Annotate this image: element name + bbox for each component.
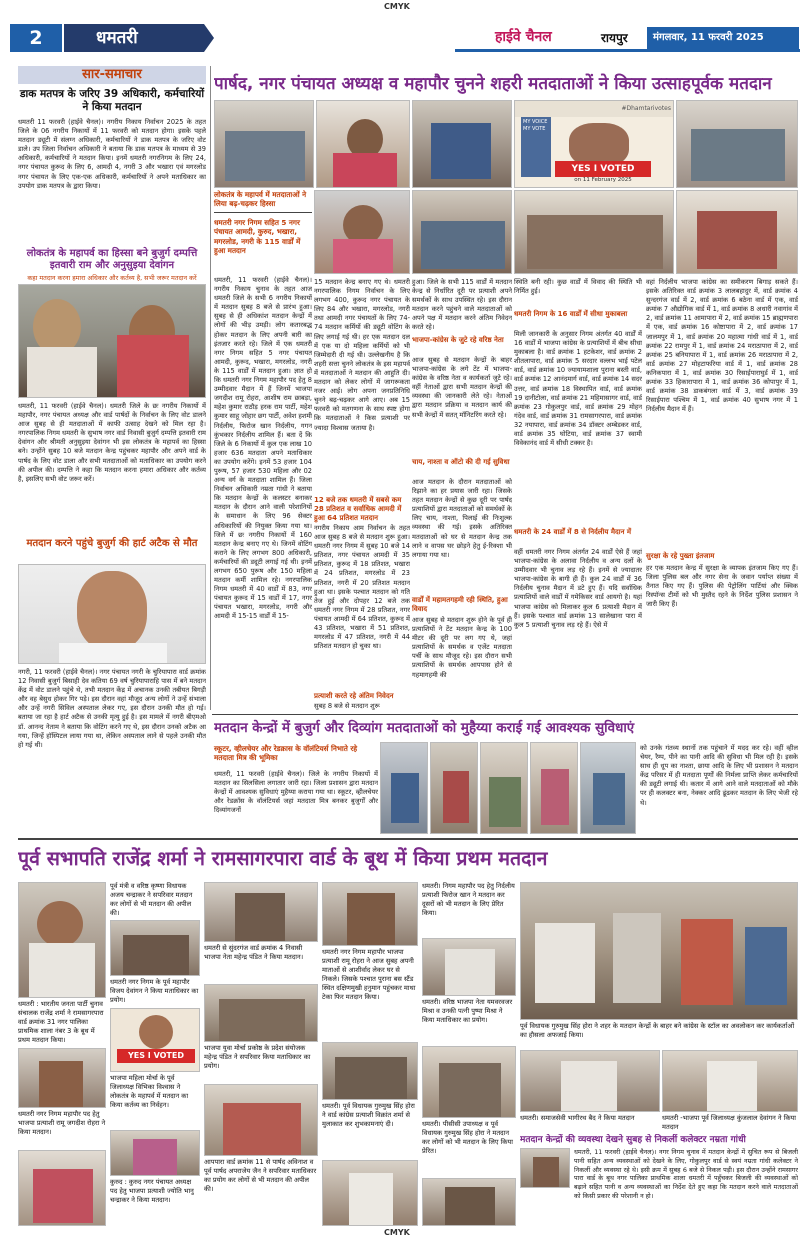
story-c-photo-4 [110, 920, 200, 976]
cmyk-mark-top: CMYK [384, 2, 410, 11]
story-c-caption-1: धमतरी : भारतीय जनता पार्टी चुनाव संचालक राजेंद्र शर्मा ने रामसागरपारा वार्ड क्रमांक 31 नगर पालिका प्राथमिक शाला नंबर 3 के बूथ में प्रथम मतदान किया। [18, 1000, 104, 1044]
story-c-photo-7 [204, 984, 318, 1042]
lead-col2-sub: 12 बजे तक धमतरी में सबसे कम 28 प्रतिशत व सर्वाधिक आमदी में हुआ 64 प्रतिशत मतदान [314, 496, 402, 522]
lead-col4-sub2: धमतरी के 24 वार्डों में 8 से निर्दलीय मैदान में [514, 528, 632, 536]
story-c-caption-9: आपपारा वार्ड क्रमांक 11 से पार्षद अविनाश व पूर्व पार्षद अपराजेय जैन ने सपरिवार मताधिकार का प्रयोग कर लोगों से भी मतदान की अपील की। [204, 1158, 317, 1193]
yes-voted-sign-2: YES I VOTED [117, 1049, 195, 1063]
date-line [647, 27, 799, 49]
story-b-photo-5 [580, 742, 636, 834]
story-c-caption-3: धमतरी नगर निगम के पूर्व महापौर विजय देवांगन ने किया मताधिकार का प्रयोग। [110, 978, 199, 1004]
story-b-photo-1 [380, 742, 428, 834]
story-c-caption-11: धमतरी। पूर्व विधायक गुरुमुख सिंह होरा ने वार्ड कांग्रेस प्रत्याशी विक्रांत शर्मा से मुलाकात कर शुभकामनाएं दी। [322, 1102, 415, 1128]
lead-col4-sub: धमतरी निगम के 16 वार्डों में सीधा मुकाबला [514, 310, 628, 318]
lead-photo-7 [412, 190, 512, 274]
story-c-caption-7: धमतरी से सुंदरगंज वार्ड क्रमांक 4 निवासी भाजपा नेता महेन्द्र पंडित ने किया मतदान। [204, 944, 304, 961]
lead-col3-sub: भाजपा-कांग्रेस के जुटे रहे वरिष्ठ नेता [412, 336, 504, 344]
elderly-man-photo [18, 564, 206, 664]
story-b-photo-4 [530, 742, 578, 834]
story-c-photo-13 [422, 1046, 516, 1118]
story-b-photo-3 [480, 742, 528, 834]
sidebar-story1-body: धमतरी 11 फरवरी (हाईवे चैनल)। नगरीय निकाय निर्वाचन 2025 के तहत जिले के 06 नगरीय निकायों में 11 फरवरी को मतदान होगा। इसके पहले मतदान ड्यूटी में संलग्न अधिकारी, कर्मचारियों ने डाक मतपत्र के जरिए वोट डाले। उप जिला निर्वाचन अधिकारी ने बताया कि डाक मतपत्र के माध्यम से 39 अधिकारी, कर्मचारियों ने मतदान किया। इनमें धमतरी नगरनिगम के लिए 24, नगर पंचायत कुरूद के लिए 6, आमदी 4, नगरी 3 और भखारा एवं मगरलोड नगर पंचायत के लिए एक-एक अधिकारी, कर्मचारियों ने अपने मताधिकार का उपयोग डाक मतपत्र के द्वारा किया। [18, 118, 206, 190]
page-number: 2 [29, 27, 43, 49]
story-c-photo-16 [662, 1050, 798, 1112]
lead-photo-9 [676, 190, 798, 274]
lead-col3c: आज मतदान के दौरान मतदाताओं को रिझाने का हर प्रयास जारी रहा। जिसके तहत मतदान केन्द्रों से कुछ दूरी पर पार्षद प्रत्याशियों द्वारा मतदाताओं को समर्थकों के लिए चाय, नाश्ता, पिलाई की निःशुल्क व्यवस्था की गई। इसके अतिरिक्त मतदाताओं को घर से मतदान केन्द्र तक लाने व वापस घर छोड़ने हेतु ई-रिक्शा भी लगाया गया था। [412, 478, 512, 559]
story-d-photo [520, 1148, 570, 1188]
story-c-caption-16: धमतरी। समाजसेवी भागीरथ बैद ने किया मतदान [520, 1114, 635, 1122]
lead-photo-6 [314, 190, 410, 274]
lead-col3-sub3: वार्डों में महामतगहमी रही स्थिति, हुआ विवाद [412, 596, 508, 613]
lead-col3: हुआ। जिले के सभी 115 वार्डों में मतदान केन्द्र से निर्धारित दूरी पर प्रत्याशी अपने समर्थकों के साथ उपस्थित रहे। इस दौरान मतदान करने पहुंचने वाले मतदाताओं को अपने पक्ष में मतदान करने अंतिम निवेदन करते रहे। [412, 278, 512, 332]
story-b-body1: धमतरी, 11 फरवरी (हाईवे चैनल)। जिले के नगरीय निकायों में मतदान का सिलसिला लगातार जारी रहा। जिला प्रशासन द्वारा मतदान केन्द्रों में आवश्यक सुविधाएं मुहैय्या कराया गया था। स्कूटर, व्हीलचेयर और रेडक्रॉस के वॉलंटियर्स जहां मतदाता मित्र बनकर बुजुर्गों और दिव्यांगजनों [214, 770, 378, 815]
story-c-photo-yes [110, 1008, 200, 1072]
story-c-photo-2 [18, 1048, 106, 1108]
section-tab [64, 24, 204, 52]
sidebar-divider [210, 66, 211, 710]
lead-col2b: नगरीय निकाय आम निर्वाचन के तहत आज सुबह 8 बजे से मतदान शुरू हुआ। धमतरी नगर निगम में सुबह 10 बजे 14 प्रतिशत, नगर पंचायत आमदी में 35 प्रतिशत, कुरूद में 18 प्रतिशत, भखारा में 24 प्रतिशत, मगरलोड में 23 प्रतिशत, नगरी में 20 प्रतिशत मतदान हुआ था। इसके पश्चात मतदान को गति तेज हुई और दोपहर 12 बजे तक धमतरी नगर निगम में 28 प्रतिशत, नगर पंचायत आमदी में 64 प्रतिशत, कुरूद में 43 प्रतिशत, भखारा में 51 प्रतिशत, मगरलोड में 47 प्रतिशत, नगरी में 44 प्रतिशत मतदान हो चुका था। [314, 524, 410, 651]
story-c-caption-8: भाजपा युवा मोर्चा प्रकोष्ठ के प्रदेश संयोजक महेन्द्र पंडित ने सपरिवार किया मताधिकार का प्रयोग। [204, 1044, 311, 1070]
lead-col4c: वहीं धमतरी नगर निगम अंतर्गत 24 वार्डों ऐसे हैं जहां भाजपा-कांग्रेस के अलावा निर्दलीय व अन्य दलों के उम्मीदवार भी चुनाव लड़ रहे हैं। इनमें से ज्यादातर भाजपा-कांग्रेस के बागी ही हैं। कुल 24 वार्डों में 36 निर्दलीय चुनाव मैदान में डटे हुए हैं। यदि सर्वाधिक प्रत्याशियों वाले वार्डों में गमेकिसर वार्ड आयगो है। यहां भाजपा कांग्रेस को मिलाकर कुल 6 प्रत्याशी मैदान में हैं। इसके पश्चात वार्ड क्रमांक 13 सालेखाना पारा में कुल 5 प्रत्याशी चुनाव लड़ रहे हैं। ऐसे में [514, 548, 642, 629]
lead-col2c: सुबह 8 बजे से मतदान शुरू [314, 702, 380, 710]
story-c-caption-6: कुरुद : कुरुद नगर पंचायत अध्यक्ष पद हेतु भाजपा प्रत्याशी ज्योति भानु चन्द्राकर ने किया मतदान। [110, 1178, 194, 1204]
story-c-caption-5: भाजपा महिला मोर्चा के पूर्व जिलाध्यक्ष विभिका विश्वास ने लोकतंत्र के महापर्व में मतदान का किया कर्तव्य का निर्वहन। [110, 1074, 189, 1109]
lead-col2-sub2: प्रत्याशी करते रहे अंतिम निवेदन [314, 692, 394, 700]
sidebar-header-text: सार-समाचार [82, 67, 142, 82]
story-c-caption-13: धमतरी। वरिष्ठ भाजपा नेता यमवरवजर मिश्रा व उनकी पत्नी पुष्पा मिश्रा ने किया मताधिकार का प्रयोग। [422, 998, 513, 1024]
sidebar-story2-title: लोकतंत्र के महापर्व का हिस्सा बने बुजुर्ग दम्पत्ति इतवारी राम और अनुसुइया देवांगन [26, 248, 198, 271]
story-b-body2: को उनके गंतव्य स्थानों तक पहुंचाने में मदद कर रहे। वहीं व्हील चेयर, रैम्प, पीने का पानी आदि की सुविधा भी मिल रही है। इसके साथ ही धूप का नाश्ता, छाया आदि के लिए भी प्रशासन ने मतदान केंद्र परिसर में ही मतदाता पूर्णों की निर्मला प्राप्ति लेकर कर्मचारियों की ड्यूटी लगाई थी। कतार में आगे आने वाले मतदाताओं को मौके पर ही कलक्टर बना, नेक्कर आदि ढूंढकर मतदान के लिए भेजी रहे थे। [640, 744, 798, 807]
story-d-headline: मतदान केन्द्रों की व्यवस्था देखने सुबह से निकलीं कलेक्टर नम्रता गांधी [520, 1135, 746, 1145]
story-c-photo-12 [422, 938, 516, 996]
story-c-caption-2: पूर्व मंत्री व वरिष्ठ कृष्णा विधायक अजय चन्द्राकर ने सपरिवार मतदान कर लोगों से भी मतदान की अपील की। [110, 882, 193, 917]
story-b-headline: मतदान केन्द्रों में बुजुर्ग और दिव्यांग मतदाताओं को मुहैय्या कराई गई आवश्यक सुविधाएं [214, 721, 635, 736]
lead-col1: धमतरी, 11 फरवरी (हाईवे चैनल)। नगरीय निकाय चुनाव के तहत आज धमतरी जिले के सभी 6 नगरीय निकायों में मतदान सुबह 8 बजे से प्रारंभ हुआ। सुबह से ही अधिकांश मतदान केन्द्रों में लोगों की भीड़ उमड़ी। लोग कतारबद्ध होकर मतदान के लिए अपनी बारी का इंतजार करते रहे। जिले में एक धमतरी नगर निगम सहित 5 नगर पंचायत आमदी, कुरूद, भखारा, मगरलोड, नगरी के 115 वार्डों में मतदान हुआ। ज्ञात हो कि धमतरी नगर निगम महापौर पद हेतु 8 उम्मीदवार मैदान में हैं जिनमें भाजपा जगदीश रामू रोहरा, आशीष राम छाबड़ा, महेश कुमार राठौड़ हरक राम पार्टी, महेश कुमार साहू जोहार छग पार्टी, अवेश हशमी निर्दलीय, फिरोज खान निर्दलीय, गगन कुंभकार निर्दलीय शामिल हैं। बता दें कि जिले के 6 निकायों में कुल एक लाख 10 हजार 636 मतदाता अपने मताधिकार का उपयोग करेंगे। इनमें 53 हजार 104 पुरूष, 57 हजार 530 महिला और 02 अन्य वर्ग के मतदाता शामिल हैं। जिला निर्वाचन अधिकारी नम्रता गांधी ने बताया कि मतदान केन्द्रों के कलस्टर बनाकर मतदान के दौरान आने वाली परेशानियों के समाधान के लिए 96 सेक्टर अधिकारियों की नियुक्त किया गया था। जिले में छः नगरीय निकायों में 160 मतदान केन्द्र बनाए गए थे। जिनमें वोटिंग कराने के लिए लगभग 800 अधिकारी, कर्मचारियों की ड्यूटी लगाई गई थी। इनमें लगभग 650 पुरूष और 150 महिला मतदान कर्मी शामिल रहे। नगरपालिक निगम धमतरी में 40 वार्डों में 83, नगर पंचायत कुरूद में 15 वार्डों में 17, नगर पंचायत भखारा, मगरलोड, नगरी और आमदी में 15-15 वार्डों में 15- [214, 276, 312, 621]
issue-date: मंगलवार, 11 फरवरी 2025 [653, 32, 764, 43]
lead-caption-rule [214, 212, 312, 213]
story-c-caption-12: धमतरी। निगम महापौर पद हेतु निर्दलीय प्रत्याशी फिरोज खान ने मतदान कर दूसरों को भी मतदान के लिए प्रेरित किया। [422, 882, 515, 917]
lead-photo-1 [214, 100, 314, 188]
lead-col4b: मिली जानकारी के अनुसार निगम अंतर्गत 40 वार्डों में 16 वार्डों में भाजपा कांग्रेस के प्रत्याशियों में बीच सीधा मुकाबला है। वार्ड क्रमांक 1 हटकेशर, वार्ड क्रमांक 2 शीतलापारा, वार्ड क्रमांक 5 सरदार वल्लभ भाई पटेल वार्ड, वार्ड क्रमांक 10 ज्यायामशाला पुराना बस्ती वार्ड, वार्ड क्रमांक 12 आनंदमार्ग वार्ड, वार्ड क्रमांक 14 सदर उत्तर, वार्ड क्रमांक 18 विस्थापित वार्ड, वार्ड क्रमांक 19 दानीटोला, वार्ड क्रमांक 21 महिमासागर वार्ड, वार्ड क्रमांक 23 गोकुलपुर वार्ड, वार्ड क्रमांक 29 मोहन गंदेव वार्ड, वार्ड क्रमांक 31 रामसागरपारा, वार्ड क्रमांक 32 नयापारा, वार्ड क्रमांक 34 डॉक्टर अम्बेडकर वार्ड, वार्ड क्रमांक 35 घोटिया, वार्ड क्रमांक 37 स्वामी विवेकानंद वार्ड में सीधी टक्कर है। [514, 330, 642, 448]
sidebar [18, 66, 206, 749]
my-voice-banner: MY VOICE MY VOTE [521, 117, 551, 177]
section-arrow [204, 24, 214, 52]
brand-name: हाईवे चैनल [495, 29, 552, 45]
story-c-caption-4: धमतरी नगर निगम महापौर पद हेतु भाजपा प्रत्याशी रामू जगदीश रोहरा ने किया मतदान। [18, 1110, 106, 1136]
lead-col4: स्थिति बनी रही। कुछ वार्डों में विवाद की स्थिति भी निर्मित हुई। [514, 278, 642, 296]
lead-col3b: आज सुबह से मतदान केन्द्रों के बाहर भाजपा-कांग्रेस के लगे टेंट में भाजपा-कांग्रेस के वरिष्ठ नेता व कार्यकर्ता जुटे रहे। वहीं नेताओं द्वारा सभी मतदान केन्द्रों की व्यवस्था की जानकारी लेते रहे। नेताओं द्वारा मतदान प्रक्रिया व मतदान कार्य की सभी केन्द्रों में सतत् मॉनिटरिंग करते रहे। [412, 356, 512, 419]
story-c-headline: पूर्व सभापति राजेंद्र शर्मा ने रामसागरपारा वार्ड के बूथ में किया प्रथम मतदान [18, 847, 548, 870]
lead-kicker: धमतरी नगर निगम सहित 5 नगर पंचायत आमदी, कुरुद, भखारा, मगरलोड, नगरी के 115 वार्डों में हुआ मतदान [214, 218, 301, 255]
cmyk-mark-bottom: CMYK [384, 1228, 410, 1237]
lead-headline: पार्षद, नगर पंचायत अध्यक्ष व महापौर चुनने शहरी मतदाताओं ने किया उत्साहपूर्वक मतदान [214, 74, 772, 94]
sidebar-story2-body: धमतरी, 11 फरवरी (हाईवे चैनल)। धमतरी जिले के छः नगरीय निकायों में महापौर, नगर पंचायत अध्यक्ष और वार्ड पार्षदों के निर्वाचन के लिए वोट डालने आज सुबह से ही मतदाताओं में काफी उत्साह देखने को मिल रहा है। नगरपालिक निगम धमतरी के सुभाष नगर वार्ड निवासी बुजुर्ग दम्पत्ति इतवारी राम देवांगन और श्रीमती अनुसुइया देवांगन भी इस लोकतंत्र के महापर्व का हिस्सा बने। उन्होंने सुबह 10 बजे मतदान केन्द्र पहुंचकर महापौर और अपने वार्ड के पार्षद के लिए वोट डाला और सभी मतदाताओं को मताधिकार का उपयोग करने की अपील की। दम्पत्ति ने कहा कि मतदान करना हमारा अधिकार और कर्तव्य है, इसलिए सभी वोट जरूर करें। [18, 402, 206, 483]
lead-col5b: हर एक मतदान केन्द्र में सुरक्षा के व्यापक इंतजाम किए गए हैं। जिला पुलिस बल और नगर सेना के जवान पर्याप्त संख्या में तैनात किए गए हैं। पुलिस की पेट्रोलिंग पार्टियां और क्विक रिस्पॉन्स टीमों को भी मुस्तैद रहने के निर्देश पुलिस प्रशासन ने जारी किए हैं। [646, 564, 798, 609]
masthead-right-bar [455, 24, 800, 52]
elderly-couple-photo [18, 284, 206, 398]
dhamtari-votes-tag: #Dhamtarivotes [515, 101, 674, 117]
sidebar-story3-body: नगरी, 11 फरवरी (हाईवे चैनल)। नगर पंचायत नगरी के चुरियापारा वार्ड क्रमांक 12 निवासी बुजुर्ग बिसाही देव कतिया 69 वर्ष चुरियापाराहि पास में बने मतदान केंद्र में वोट डालने पहुंचे थे, तभी मतदान केंद्र में अचानक उनकी तबीयत बिगड़ी और वह बेसुध होकर गिर पड़े। इस दौरान वहां मौजूद अन्य लोगों ने उन्हें संभाला और उन्हें नगरी सिविल अस्पताल लेकर गए, इस दौरान उनकी मौत हो गई। बताया जा रहा है हार्ट अटैक से उनकी मृत्यु हुई है। इस मामले में नगरी बीएमओ डॉ. आनन्द नेताम ने बताया कि वोटिंग करने गए थे, इस दौरान उनको अटैक आ गया, जिन्हें हॉस्पिटल लाया गया था, लेकिन अस्पताल लाने से पहले उनकी मौत हो गई थी। [18, 668, 206, 749]
lead-col3-sub2: चाय, नाश्ता व ऑटो की दी गई सुविधा [412, 458, 510, 466]
story-c-photo-9 [322, 882, 418, 946]
story-c-photo-5 [110, 1130, 200, 1176]
story-c-photo-15 [520, 1050, 660, 1112]
story-c-caption-14: धमतरी। पीसीसी उपाध्यक्ष व पूर्व विधायक गुरुमुख सिंह होरा ने मतदान कर लोगों को भी मतदान के लिए किया प्रेरित। [422, 1120, 513, 1155]
page-number-box [10, 24, 62, 52]
lead-col5-sub: सुरक्षा के रहे पुख्ता इंतजाम [646, 552, 715, 560]
story-c-photo-14 [422, 1178, 516, 1226]
story-c-photo-6 [204, 882, 318, 942]
yes-voted-sign: YES I VOTED [555, 161, 651, 177]
lead-col2: 15 मतदान केन्द्र बनाए गए थे। धमतरी नगरपालिक निगम निर्वाचन के लिए लगभग 400, कुरूद नगर पंचायत के लिए 84 और भखारा, मगरलोड, नगरी तथा आमदी नगर पंचायतों के लिए 74-74 मतदान कर्मियों की ड्यूटी वोटिंग के लिए लगाई गई थी। हर एक मतदान दल में एक या दो महिला कर्मियों को भी जिम्मेदारी दी गई थी। उल्लेखनीय है कि शहरी सत्ता चुनने लोकतंत्र के इस महापर्व में मतदाताओं ने मतदान की आहुति दी। मतदान को लेकर लोगों में जागरूकता नजर आई। लोग अपना जनप्रतिनिधि चुनने बढ़-चढ़कर आगे आए। अब 15 फरवरी को मतगणना के साथ स्पष्ट होगा कि मतदाताओं ने किस प्रत्याशी पर ज्यादा विश्वास जताया है। [314, 278, 410, 432]
story-b-photo-2 [430, 742, 478, 834]
lead-photo-3 [412, 100, 512, 188]
story-c-photo-10 [322, 1042, 418, 1100]
lead-photo-caption: लोकतंत्र के महापर्व में मतदाताओं ने लिया बढ़-चढ़कर हिस्सा [214, 190, 307, 208]
story-c-caption-17: धमतरी -भाजपा पूर्व जिलाध्यक्ष कुंजलाल देवांगन ने किया मतदान [662, 1114, 796, 1131]
story-b-kicker: स्कूटर, व्हीलचेयर और रेडक्रास के वॉलंटियर्स निभाते रहे मतदाता मित्र की भूमिका [214, 744, 358, 763]
story-c-photo-11 [322, 1160, 418, 1226]
story-c-caption-10: धमतरी नगर निगम महापौर भाजपा प्रत्याशी रामू रोहरा ने आज सुबह अपनी माताओं से आशीर्वाद लेकर घर से निकले। जिसके पश्चात पुराना बस स्टैंड स्थित दक्षिणमुखी हनुमान पहुंचकर माथा टेका फिर मतदान किया। [322, 948, 416, 1001]
sidebar-story2-sub: कहा मतदान करना हमारा अधिकार और कर्तव्य है, सभी जरूर मतदान करें [27, 274, 197, 282]
yes-voted-date: on 11 February 2025 [574, 177, 632, 183]
lead-bottom-rule [212, 714, 798, 715]
lead-photo-yes-voted [514, 100, 674, 188]
lead-photo-5 [676, 100, 798, 188]
section-name: धमतरी [96, 28, 138, 48]
story-d-body: धमतरी, 11 फरवरी (हाईवे चैनल)। नगर निगम चुनाव में मतदान केन्द्रों में सुचित रूप से बिजली पानी सहित अन्य व्यवस्थाओं को देखने के लिए, गोकुलपुर वार्ड से स्वयं नम्रता गांधी कलेक्टर ने निकलीं और व्यवस्था रहे थे। इसी क्रम में सुबह 6 बजे से निकल पड़ी। इस दौरान उन्होंने रामसागर पारा वार्ड के बूथ नगर पालिका प्राथमिक शाला धमतरी में पहुँचकर बिजली की व्यवस्थाओं को बढ़ाने सहित पानी व अन्य व्यवस्थाओं का निर्देश देते हुए कहा कि मतदान करने वाले मतदाताओं को किसी प्रकार की परेशानी न हो। [574, 1148, 798, 1200]
sidebar-story1-title: डाक मतपत्र के जरिए 39 अधिकारी, कर्मचारियों ने किया मतदान [19, 88, 205, 113]
lead-photo-8 [514, 190, 674, 274]
story-c-photo-stall [520, 882, 798, 1020]
story-c-photo-3 [18, 1150, 106, 1226]
sidebar-header [18, 66, 206, 84]
sidebar-story3-title: मतदान करने पहुंचे बुजुर्ग की हार्ट अटैक से मौत [26, 538, 198, 549]
lead-col3d: आज सुबह से मतदान शुरू होने के पूर्व ही प्रत्याशियों ने टेंट मतदान केन्द्र के 100 मीटर की दूरी पर लग गए थे, जहां प्रत्याशियों के समर्थक व एजेंट मतदाता पर्ची के साथ मौजूद रहे। इस दौरान सभी प्रत्याशियों के समर्थक आपपास होने से गहमागहमी की [412, 616, 512, 679]
lead-photo-2 [316, 100, 410, 188]
story-c-photo-8 [204, 1084, 318, 1156]
story-c-photo-1 [18, 882, 106, 998]
city-name: रायपुर [601, 31, 628, 45]
story-c-caption-15: पूर्व विधायक गुरुमुख सिंह होरा ने शहर के मतदान केन्द्रों के बाहर बने कांग्रेस के स्टॉल का अवलोकन कर कार्यकर्ताओं का हौसला अफजाई किया। [520, 1022, 795, 1039]
story-b-bottom-rule [18, 838, 798, 840]
lead-col5: वहां निर्दलीय भाजपा कांग्रेस का समीकरण बिगाड़ सकते हैं। इसके अतिरिक्त वार्ड क्रमांक 3 लालबहादुर में, वार्ड क्रमांक 4 सुन्दरगंज वार्ड में 2, वार्ड क्रमांक 6 बठेना वार्ड में एक, वार्ड क्रमांक 7 औद्योगिक वार्ड में 1, वार्ड क्रमांक 8 अधारी नवागांव में 2, वार्ड क्रमांक 11 आमापारा में 2, वार्ड क्रमांक 15 ब्राह्मणपारा में एक, वार्ड क्रमांक 16 कोष्टापारा में 2, वार्ड क्रमांक 17 जालमपुर में 1, वार्ड क्रमांक 20 महात्मा गांधी वार्ड में 1, वार्ड क्रमांक 22 रामपुर में 1, वार्ड क्रमांक 24 मराठापारा में 2, वार्ड क्रमांक 25 बनियापारा में 1, वार्ड क्रमांक 26 मराठापारा में 2, वार्ड क्रमांक 27 मोहटाफरिया वार्ड में 1, वार्ड क्रमांक 28 कनिकपारा में 1, वार्ड क्रमांक 30 रिसाईपाराघुर्ड में 1, वार्ड क्रमांक 33 हिकारापारा में 1, वार्ड क्रमांक 36 कोपापुर में 1, वार्ड क्रमांक 38 डाकबंगला वार्ड में 3, वार्ड क्रमांक 39 रिसाईपारा पश्चिम में 1, वार्ड क्रमांक 40 सुभाष नगर में 1 निर्दलीय मैदान में हैं। [646, 278, 798, 414]
masthead [0, 14, 800, 58]
